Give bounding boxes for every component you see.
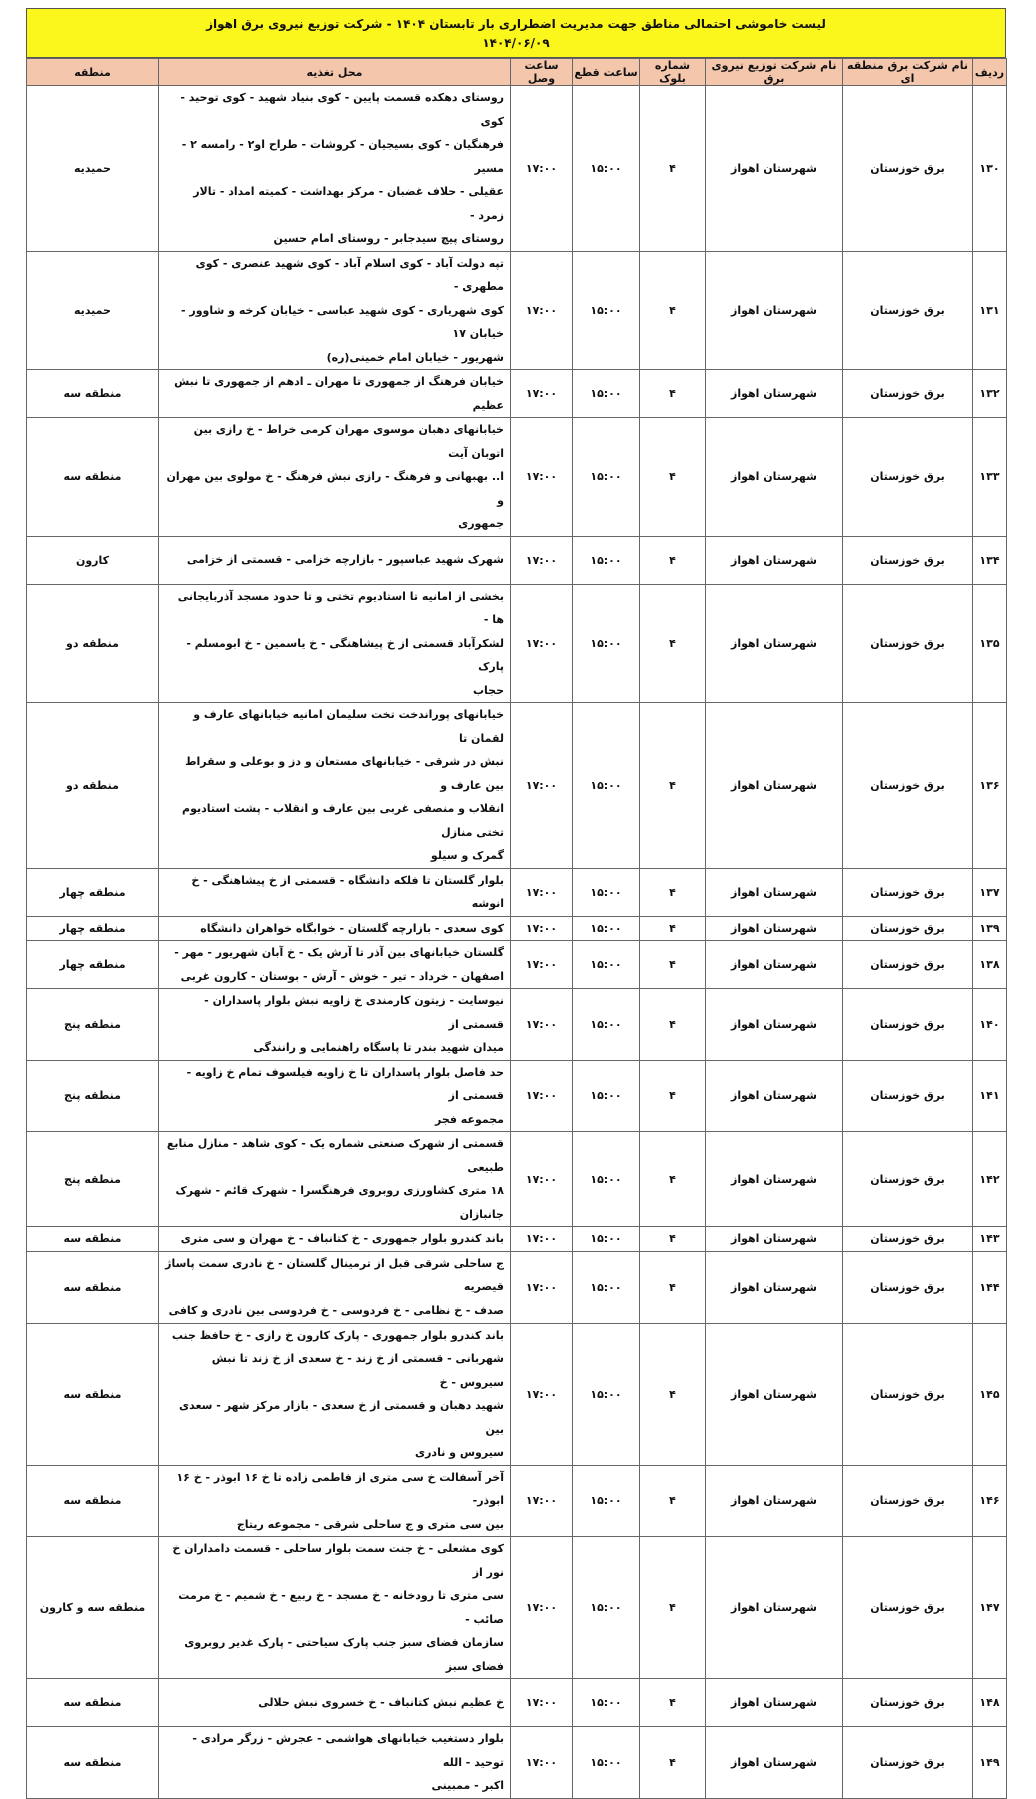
cell-radif: ۱۴۳ xyxy=(973,1227,1007,1252)
cell-block-number: ۴ xyxy=(640,703,706,869)
cell-distribution-company: شهرستان اهواز xyxy=(706,251,843,370)
table-row xyxy=(27,584,1007,703)
feed-line: بین سی متری و ج ساحلی شرقی - مجموعه ریتاج xyxy=(236,1517,504,1531)
cell-cut-time: ۱۵:۰۰ xyxy=(573,1679,640,1727)
feed-line: تپه دولت آباد - کوی اسلام آباد - کوی شهید عنصری - کوی مطهری - xyxy=(195,256,504,293)
feed-line: شهریور - خیابان امام خمینی(ره) xyxy=(326,350,504,364)
cell-distribution-company: شهرستان اهواز xyxy=(706,868,843,916)
cell-regional-company: برق خوزستان xyxy=(843,989,973,1061)
cell-feed-location xyxy=(159,1679,511,1727)
cell-connect-time: ۱۷:۰۰ xyxy=(511,418,573,537)
cell-region: حمیدیه xyxy=(27,251,159,370)
feed-line: اکبر - ممبینی xyxy=(431,1779,504,1792)
cell-radif: ۱۴۰ xyxy=(973,989,1007,1061)
cell-radif: ۱۴۲ xyxy=(973,1132,1007,1227)
cell-radif: ۱۴۵ xyxy=(973,1323,1007,1465)
feed-line: باند کندرو بلوار جمهوری - خ کتانباف - خ مهران و سی متری xyxy=(180,1232,504,1245)
cell-block-number: ۴ xyxy=(640,941,706,989)
cell-connect-time: ۱۷:۰۰ xyxy=(511,1537,573,1679)
table-row xyxy=(27,989,1007,1061)
cell-cut-time: ۱۵:۰۰ xyxy=(573,370,640,418)
cell-cut-time: ۱۵:۰۰ xyxy=(573,1537,640,1679)
cell-block-number: ۴ xyxy=(640,1465,706,1537)
cell-distribution-company: شهرستان اهواز xyxy=(706,1537,843,1679)
cell-region: منطقه سه xyxy=(27,370,159,418)
cell-regional-company: برق خوزستان xyxy=(843,418,973,537)
cell-regional-company: برق خوزستان xyxy=(843,1537,973,1679)
feed-line: اصفهان - خرداد - تیر - خوش - آرش - بوستان - کارون غربی xyxy=(180,969,504,983)
table-row xyxy=(27,1227,1007,1252)
cell-radif: ۱۴۸ xyxy=(973,1679,1007,1727)
table-row xyxy=(27,1727,1007,1799)
cell-radif: ۱۳۷ xyxy=(973,868,1007,916)
cell-distribution-company: شهرستان اهواز xyxy=(706,1679,843,1727)
cell-radif: ۱۴۷ xyxy=(973,1537,1007,1679)
table-row xyxy=(27,941,1007,989)
feed-line: سی متری تا رودخانه - خ مسجد - خ ربیع - خ شمیم - خ مرمت صائب - xyxy=(178,1589,504,1626)
cell-cut-time: ۱۵:۰۰ xyxy=(573,1251,640,1323)
feed-line: شهید دهبان و قسمتی از خ سعدی - بازار مرکز شهر - سعدی بین xyxy=(179,1399,504,1436)
header-row xyxy=(27,59,1007,86)
cell-region: منطقه چهار xyxy=(27,868,159,916)
cell-feed-location xyxy=(159,1227,511,1252)
cell-connect-time: ۱۷:۰۰ xyxy=(511,1679,573,1727)
feed-line: لشکرآباد قسمتی از خ پیشاهنگی - خ یاسمین - خ ابومسلم - پارک xyxy=(186,636,504,673)
cell-feed-location xyxy=(159,868,511,916)
cell-radif: ۱۴۹ xyxy=(973,1727,1007,1799)
cell-distribution-company: شهرستان اهواز xyxy=(706,1465,843,1537)
cell-connect-time: ۱۷:۰۰ xyxy=(511,1465,573,1537)
cell-cut-time: ۱۵:۰۰ xyxy=(573,941,640,989)
cell-block-number: ۴ xyxy=(640,868,706,916)
outage-table xyxy=(26,58,1007,1799)
cell-block-number: ۴ xyxy=(640,1537,706,1679)
cell-cut-time: ۱۵:۰۰ xyxy=(573,1727,640,1799)
cell-connect-time: ۱۷:۰۰ xyxy=(511,703,573,869)
cell-radif: ۱۴۶ xyxy=(973,1465,1007,1537)
cell-region: منطقه سه xyxy=(27,1227,159,1252)
cell-distribution-company: شهرستان اهواز xyxy=(706,941,843,989)
feed-line: خیابانهای دهبان موسوی مهران کرمی خراط - خ رازی بین اتوبان آیت xyxy=(193,423,504,460)
cell-block-number: ۴ xyxy=(640,916,706,941)
cell-distribution-company: شهرستان اهواز xyxy=(706,1727,843,1799)
cell-region: منطقه سه xyxy=(27,418,159,537)
feed-line: کوی مشعلی - خ جنت سمت بلوار ساحلی - قسمت دامداران خ نور از xyxy=(172,1542,504,1579)
cell-feed-location xyxy=(159,916,511,941)
table-row xyxy=(27,370,1007,418)
cell-region: منطقه دو xyxy=(27,584,159,703)
cell-feed-location xyxy=(159,370,511,418)
cell-connect-time: ۱۷:۰۰ xyxy=(511,1060,573,1132)
cell-block-number: ۴ xyxy=(640,86,706,252)
cell-block-number: ۴ xyxy=(640,1251,706,1323)
cell-connect-time: ۱۷:۰۰ xyxy=(511,989,573,1061)
cell-distribution-company: شهرستان اهواز xyxy=(706,1060,843,1132)
cell-distribution-company: شهرستان اهواز xyxy=(706,1323,843,1465)
cell-cut-time: ۱۵:۰۰ xyxy=(573,1465,640,1537)
header-feed-location: محل تغذیه xyxy=(159,59,511,86)
cell-block-number: ۴ xyxy=(640,536,706,584)
cell-block-number: ۴ xyxy=(640,251,706,370)
cell-distribution-company: شهرستان اهواز xyxy=(706,370,843,418)
cell-regional-company: برق خوزستان xyxy=(843,1465,973,1537)
table-row xyxy=(27,1132,1007,1227)
cell-cut-time: ۱۵:۰۰ xyxy=(573,868,640,916)
feed-line: خیابانهای پوراندخت تخت سلیمان امانیه خیابانهای عارف و لقمان تا xyxy=(193,708,504,745)
feed-line: نبش در شرقی - خیابانهای مستعان و دز و بوعلی و سقراط بین عارف و xyxy=(185,755,504,792)
cell-cut-time: ۱۵:۰۰ xyxy=(573,536,640,584)
cell-feed-location xyxy=(159,584,511,703)
cell-feed-location xyxy=(159,989,511,1061)
cell-region: منطقه پنج xyxy=(27,1132,159,1227)
cell-cut-time: ۱۵:۰۰ xyxy=(573,703,640,869)
outage-sheet xyxy=(26,8,1006,1799)
feed-line: سیروس و نادری xyxy=(415,1446,504,1459)
cell-cut-time: ۱۵:۰۰ xyxy=(573,989,640,1061)
cell-block-number: ۴ xyxy=(640,418,706,537)
feed-line: آخر آسفالت خ سی متری از فاطمی زاده تا خ ۱۶ ابوذر - خ ۱۶ ابوذر- xyxy=(176,1470,504,1507)
cell-feed-location xyxy=(159,1465,511,1537)
table-row xyxy=(27,703,1007,869)
title-line-1: لیست خاموشی احتمالی مناطق جهت مدیریت اضطراری بار تابستان ۱۴۰۴ - شرکت توزیع نیروی برق اهواز xyxy=(206,17,826,31)
cell-regional-company: برق خوزستان xyxy=(843,1727,973,1799)
feed-line: انقلاب و منصفی غربی بین عارف و انقلاب - پشت استادیوم تختی منازل xyxy=(182,802,504,839)
cell-region: منطقه چهار xyxy=(27,941,159,989)
cell-feed-location xyxy=(159,251,511,370)
feed-line: کوی سعدی - بازارچه گلستان - خوابگاه خواهران دانشگاه xyxy=(200,921,504,935)
cell-feed-location xyxy=(159,941,511,989)
cell-block-number: ۴ xyxy=(640,1132,706,1227)
cell-connect-time: ۱۷:۰۰ xyxy=(511,916,573,941)
feed-line: بلوار دستغیب خیابانهای هواشمی - عجرش - زرگر مرادی - توحید - الله xyxy=(192,1732,504,1769)
header-regional-company: نام شرکت برق منطقه ای xyxy=(843,59,973,86)
cell-block-number: ۴ xyxy=(640,1323,706,1465)
cell-cut-time: ۱۵:۰۰ xyxy=(573,1323,640,1465)
cell-radif: ۱۳۲ xyxy=(973,370,1007,418)
cell-regional-company: برق خوزستان xyxy=(843,916,973,941)
feed-line: ۱۸ متری کشاورزی روبروی فرهنگسرا - شهرک قائم - شهرک جانبازان xyxy=(175,1184,504,1221)
feed-line: ج ساحلی شرقی قبل از ترمینال گلستان - خ نادری سمت پاساژ قیصریه xyxy=(165,1256,504,1294)
cell-cut-time: ۱۵:۰۰ xyxy=(573,1132,640,1227)
cell-cut-time: ۱۵:۰۰ xyxy=(573,916,640,941)
cell-radif: ۱۳۳ xyxy=(973,418,1007,537)
cell-radif: ۱۳۴ xyxy=(973,536,1007,584)
cell-distribution-company: شهرستان اهواز xyxy=(706,86,843,252)
feed-line: صدف - خ نظامی - خ فردوسی - خ فردوسی بین نادری و کافی xyxy=(168,1303,504,1317)
cell-connect-time: ۱۷:۰۰ xyxy=(511,370,573,418)
cell-distribution-company: شهرستان اهواز xyxy=(706,916,843,941)
feed-line: کوی شهریاری - کوی شهید عباسی - خیابان کرخه و شاوور - خیابان ۱۷ xyxy=(180,303,504,340)
cell-distribution-company: شهرستان اهواز xyxy=(706,703,843,869)
cell-feed-location xyxy=(159,1727,511,1799)
feed-line: روستای پیچ سیدجابر - روستای امام حسین xyxy=(273,232,504,245)
cell-connect-time: ۱۷:۰۰ xyxy=(511,536,573,584)
cell-distribution-company: شهرستان اهواز xyxy=(706,1132,843,1227)
cell-region: منطقه دو xyxy=(27,703,159,869)
cell-radif: ۱۳۱ xyxy=(973,251,1007,370)
table-row xyxy=(27,1323,1007,1465)
feed-line: گلستان خیابانهای بین آذر تا آرش یک - خ آبان شهریور - مهر - xyxy=(174,946,504,959)
cell-cut-time: ۱۵:۰۰ xyxy=(573,1227,640,1252)
cell-distribution-company: شهرستان اهواز xyxy=(706,989,843,1061)
document-title xyxy=(26,8,1006,58)
cell-regional-company: برق خوزستان xyxy=(843,536,973,584)
header-block-number: شماره بلوک xyxy=(640,59,706,86)
feed-line: مجموعه فجر xyxy=(435,1112,504,1126)
table-row xyxy=(27,1251,1007,1323)
table-row xyxy=(27,916,1007,941)
cell-region: منطقه سه xyxy=(27,1251,159,1323)
cell-regional-company: برق خوزستان xyxy=(843,1132,973,1227)
cell-regional-company: برق خوزستان xyxy=(843,370,973,418)
cell-region: منطقه سه xyxy=(27,1727,159,1799)
cell-feed-location xyxy=(159,1060,511,1132)
feed-line: قسمتی از شهرک صنعتی شماره یک - کوی شاهد - منازل منابع طبیعی xyxy=(166,1137,504,1174)
cell-feed-location xyxy=(159,86,511,252)
cell-feed-location xyxy=(159,703,511,869)
feed-line: ا.. بهبهانی و فرهنگ - رازی نبش فرهنگ - خ مولوی بین مهران و xyxy=(166,470,504,507)
cell-block-number: ۴ xyxy=(640,1060,706,1132)
cell-cut-time: ۱۵:۰۰ xyxy=(573,86,640,252)
cell-region: منطقه سه xyxy=(27,1465,159,1537)
table-row xyxy=(27,868,1007,916)
feed-line: شهربانی - قسمتی از خ زند - خ سعدی از خ زند تا نبش سیروس - خ xyxy=(211,1352,504,1389)
cell-feed-location xyxy=(159,536,511,584)
cell-region: منطقه سه xyxy=(27,1679,159,1727)
cell-regional-company: برق خوزستان xyxy=(843,1679,973,1727)
feed-line: جمهوری xyxy=(458,517,504,530)
cell-regional-company: برق خوزستان xyxy=(843,86,973,252)
cell-block-number: ۴ xyxy=(640,584,706,703)
cell-block-number: ۴ xyxy=(640,1679,706,1727)
cell-region: منطقه پنج xyxy=(27,989,159,1061)
cell-regional-company: برق خوزستان xyxy=(843,868,973,916)
cell-radif: ۱۳۵ xyxy=(973,584,1007,703)
cell-regional-company: برق خوزستان xyxy=(843,1227,973,1252)
feed-line: بلوار گلستان تا فلکه دانشگاه - قسمتی از خ پیشاهنگی - خ انوشه xyxy=(191,873,504,910)
cell-connect-time: ۱۷:۰۰ xyxy=(511,1251,573,1323)
cell-radif: ۱۴۱ xyxy=(973,1060,1007,1132)
cell-cut-time: ۱۵:۰۰ xyxy=(573,251,640,370)
cell-feed-location xyxy=(159,1251,511,1323)
cell-cut-time: ۱۵:۰۰ xyxy=(573,584,640,703)
cell-regional-company: برق خوزستان xyxy=(843,1251,973,1323)
cell-radif: ۱۳۸ xyxy=(973,941,1007,989)
cell-distribution-company: شهرستان اهواز xyxy=(706,1227,843,1252)
cell-block-number: ۴ xyxy=(640,1727,706,1799)
cell-block-number: ۴ xyxy=(640,989,706,1061)
cell-region: منطقه سه و کارون xyxy=(27,1537,159,1679)
cell-region: کارون xyxy=(27,536,159,584)
cell-connect-time: ۱۷:۰۰ xyxy=(511,1227,573,1252)
cell-connect-time: ۱۷:۰۰ xyxy=(511,251,573,370)
cell-distribution-company: شهرستان اهواز xyxy=(706,418,843,537)
cell-cut-time: ۱۵:۰۰ xyxy=(573,418,640,537)
header-distribution-company: نام شرکت توزیع نیروی برق xyxy=(706,59,843,86)
table-row xyxy=(27,1060,1007,1132)
cell-block-number: ۴ xyxy=(640,1227,706,1252)
cell-cut-time: ۱۵:۰۰ xyxy=(573,1060,640,1132)
cell-regional-company: برق خوزستان xyxy=(843,584,973,703)
cell-regional-company: برق خوزستان xyxy=(843,703,973,869)
feed-line: حد فاصل بلوار پاسداران تا خ زاویه فیلسوف تمام خ زاویه - قسمتی از xyxy=(186,1065,504,1102)
cell-radif: ۱۳۶ xyxy=(973,703,1007,869)
feed-line: گمرک و سیلو xyxy=(430,849,504,862)
table-row xyxy=(27,1465,1007,1537)
table-row xyxy=(27,86,1007,252)
table-row xyxy=(27,536,1007,584)
table-body xyxy=(27,86,1007,1799)
cell-region: منطقه پنج xyxy=(27,1060,159,1132)
cell-connect-time: ۱۷:۰۰ xyxy=(511,584,573,703)
cell-region: منطقه سه xyxy=(27,1323,159,1465)
cell-region: حمیدیه xyxy=(27,86,159,252)
table-row xyxy=(27,1679,1007,1727)
cell-connect-time: ۱۷:۰۰ xyxy=(511,1727,573,1799)
cell-radif: ۱۳۹ xyxy=(973,916,1007,941)
feed-line: میدان شهید بندر تا پاسگاه راهنمایی و رانندگی xyxy=(253,1041,504,1054)
table-row xyxy=(27,1537,1007,1679)
cell-feed-location xyxy=(159,1323,511,1465)
feed-line: باند کندرو بلوار جمهوری - پارک کارون خ رازی - خ حافظ جنب xyxy=(171,1328,504,1342)
cell-block-number: ۴ xyxy=(640,370,706,418)
table-row xyxy=(27,251,1007,370)
header-region: منطقه xyxy=(27,59,159,86)
feed-line: شهرک شهید عباسپور - بازارچه خزامی - قسمتی از خزامی xyxy=(186,553,504,567)
header-connect-time: ساعت وصل xyxy=(511,59,573,86)
cell-distribution-company: شهرستان اهواز xyxy=(706,1251,843,1323)
feed-line: نیوسایت - زیتون کارمندی خ زاویه نبش بلوار پاسداران - قسمتی از xyxy=(204,994,504,1031)
cell-regional-company: برق خوزستان xyxy=(843,1323,973,1465)
cell-radif: ۱۳۰ xyxy=(973,86,1007,252)
cell-connect-time: ۱۷:۰۰ xyxy=(511,941,573,989)
cell-regional-company: برق خوزستان xyxy=(843,251,973,370)
cell-feed-location xyxy=(159,1537,511,1679)
feed-line: بخشی از امانیه تا استادیوم تختی و تا حدود مسجد آذربایجانی ها - xyxy=(177,589,504,626)
cell-feed-location xyxy=(159,1132,511,1227)
cell-regional-company: برق خوزستان xyxy=(843,1060,973,1132)
cell-connect-time: ۱۷:۰۰ xyxy=(511,868,573,916)
feed-line: حجاب xyxy=(472,683,504,697)
header-cut-time: ساعت قطع xyxy=(573,59,640,86)
cell-connect-time: ۱۷:۰۰ xyxy=(511,1323,573,1465)
feed-line: فرهنگیان - کوی بسیجیان - کروشات - طراح او۲ - رامسه ۲ - مسیر xyxy=(181,138,504,175)
cell-distribution-company: شهرستان اهواز xyxy=(706,584,843,703)
cell-connect-time: ۱۷:۰۰ xyxy=(511,86,573,252)
feed-line: خیابان فرهنگ از جمهوری تا مهران ـ ادهم از جمهوری تا نبش عظیم xyxy=(174,375,504,412)
cell-regional-company: برق خوزستان xyxy=(843,941,973,989)
feed-line: روستای دهکده قسمت پایین - کوی بنیاد شهید - کوی توحید - کوی xyxy=(180,91,504,128)
feed-line: سازمان فضای سبز جنب پارک سیاحتی - پارک غدیر روبروی فضای سبز xyxy=(184,1636,504,1673)
cell-feed-location xyxy=(159,418,511,537)
cell-region: منطقه چهار xyxy=(27,916,159,941)
feed-line: عقیلی - حلاف غضبان - مرکز بهداشت - کمیته امداد - تالار زمرد - xyxy=(193,185,504,222)
cell-distribution-company: شهرستان اهواز xyxy=(706,536,843,584)
cell-connect-time: ۱۷:۰۰ xyxy=(511,1132,573,1227)
table-row xyxy=(27,418,1007,537)
cell-radif: ۱۴۴ xyxy=(973,1251,1007,1323)
header-radif: ردیف xyxy=(973,59,1007,86)
title-date: ۱۴۰۴/۰۶/۰۹ xyxy=(482,36,550,50)
feed-line: خ عظیم نبش کتانباف - خ خسروی نبش حلالی xyxy=(258,1695,504,1709)
